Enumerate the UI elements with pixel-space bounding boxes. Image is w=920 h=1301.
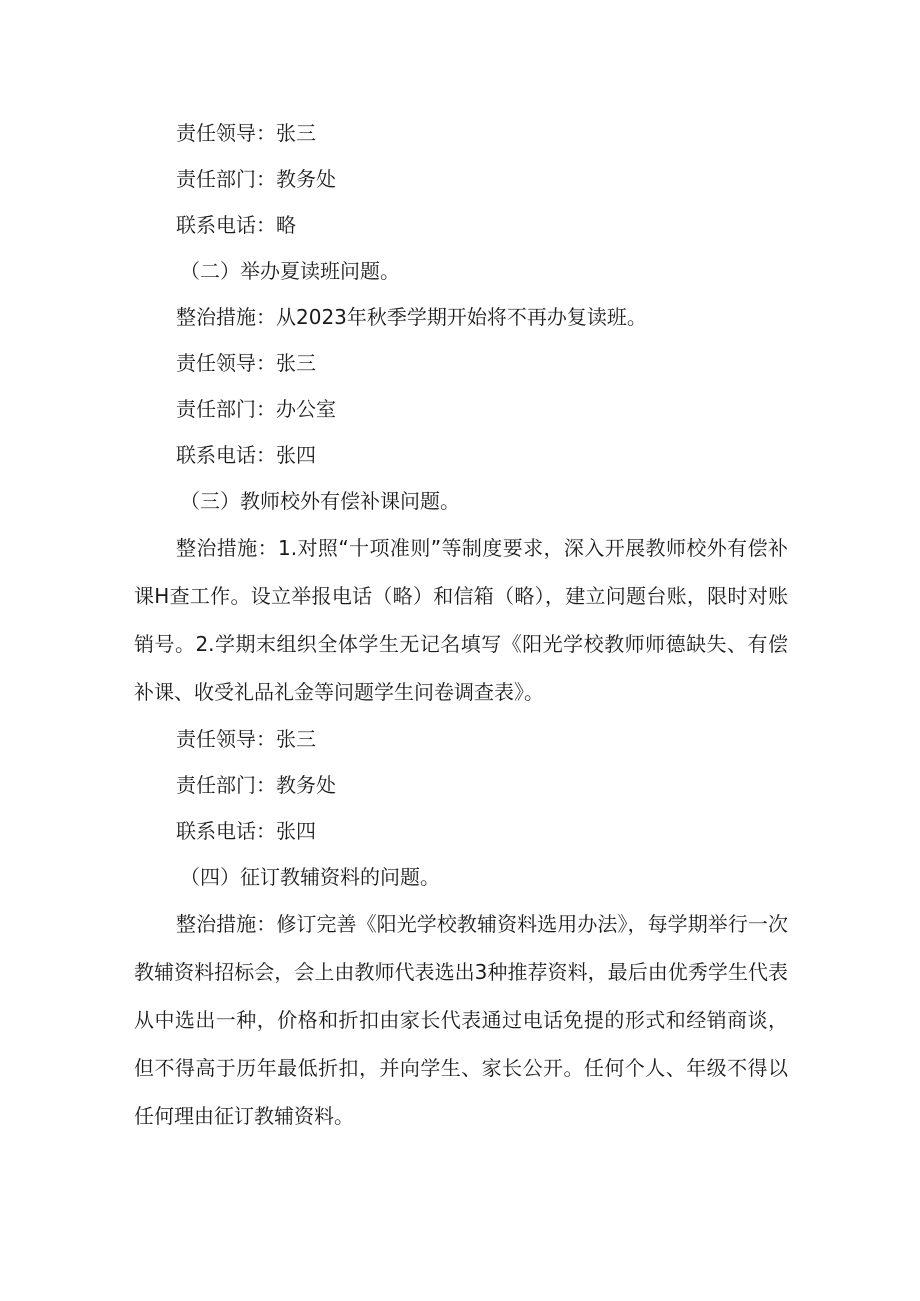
measure-paragraph-3: 整治措施：1.对照“十项准则”等制度要求，深入开展教师校外有偿补课H查工作。设立举报电话（略）和信箱（略），建立问题台账，限时对账销号。2.学期末组织全体学生无记名填写《阳光学校教师师德缺失、有偿补课、收受礼品礼金等问题学生问卷调查表》。 bbox=[134, 536, 788, 704]
contact-phone-line-2: 联系电话：张四 bbox=[176, 443, 316, 467]
responsible-department-line: 责任部门：教务处 bbox=[176, 167, 336, 191]
measure-paragraph-4: 整治措施：修订完善《阳光学校教辅资料选用办法》，每学期举行一次教辅资料招标会，会上由教师代表选出3种推荐资料，最后由优秀学生代表从中选出一种，价格和折扣由家长代表通过电话免提的形式和经销商谈，但不得高于历年最低折扣，并向学生、家长公开。任何个人、年级不得以任何理由征订教辅资料。 bbox=[134, 912, 788, 1128]
measure-line-2: 整治措施：从2023年秋季学期开始将不再办复读班。 bbox=[176, 305, 647, 329]
responsible-leader-line-2: 责任领导：张三 bbox=[176, 351, 316, 375]
responsible-department-line-3: 责任部门：教务处 bbox=[176, 773, 336, 797]
section-heading-4: （四）征订教辅资料的问题。 bbox=[180, 865, 440, 889]
responsible-leader-line: 责任领导：张三 bbox=[176, 121, 316, 145]
document-body bbox=[134, 110, 788, 1140]
responsible-leader-line-3: 责任领导：张三 bbox=[176, 727, 316, 751]
contact-phone-line-3: 联系电话：张四 bbox=[176, 819, 316, 843]
contact-phone-line: 联系电话：略 bbox=[176, 213, 296, 237]
responsible-department-line-2: 责任部门：办公室 bbox=[176, 397, 336, 421]
section-heading-2: （二）举办夏读班问题。 bbox=[180, 259, 400, 283]
section-heading-3: （三）教师校外有偿补课问题。 bbox=[180, 489, 460, 513]
